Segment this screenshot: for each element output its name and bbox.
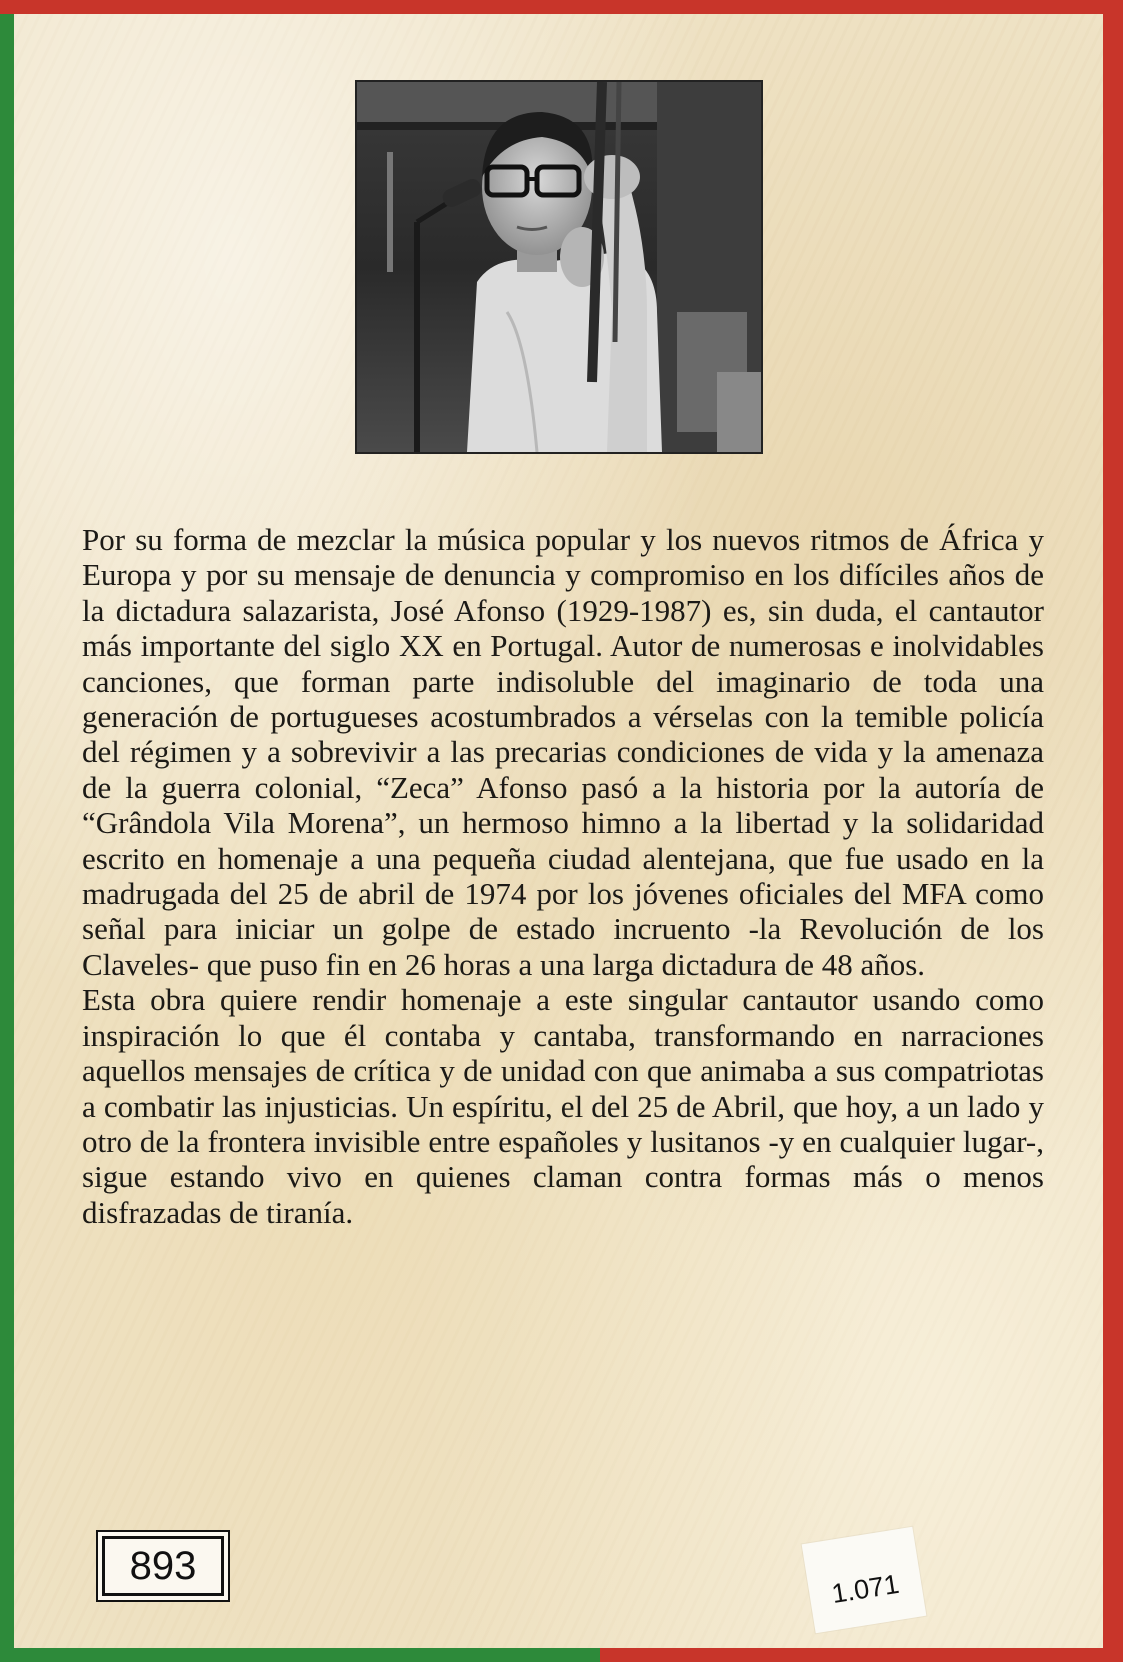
- collection-number-box: [96, 1530, 230, 1602]
- synopsis-text: [82, 522, 1044, 1230]
- synopsis-paragraph-2: Esta obra quiere rendir homenaje a este singular cantautor usando como inspiración lo que él contaba y cantaba, transformando en narraciones aquellos mensajes de crítica y de unidad con que animaba a sus compatriotas a combatir las injusticias. Un espíritu, el del 25 de Abril, que hoy, a un lado y otro de la frontera invisible entre españoles y lusitanos -y en cualquier lugar-, sigue estando vivo en quienes claman contra formas más o menos disfrazadas de tiranía.: [82, 982, 1044, 1230]
- price-sticker-label: 1.071: [829, 1568, 902, 1609]
- collection-number: 893: [102, 1536, 224, 1596]
- author-photo-image: [357, 82, 761, 452]
- red-border-top: [0, 0, 1123, 14]
- green-border-bottom: [0, 1648, 600, 1662]
- red-border-right: [1103, 0, 1123, 1662]
- synopsis-paragraph-1: Por su forma de mezclar la música popular y los nuevos ritmos de África y Europa y por su mensaje de denuncia y compromiso en los difíciles años de la dictadura salazarista, José Afonso (1929-1987) es, sin duda, el cantautor más importante del siglo XX en Portugal. Autor de numerosas e inolvidables canciones, que forman parte indisoluble del imaginario de toda una generación de portugueses acostumbrados a vérselas con la temible policía del régimen y a sobrevivir a las precarias condiciones de vida y la amenaza de la guerra colonial, “Zeca” Afonso pasó a la historia por la autoría de “Grândola Vila Morena”, un hermoso himno a la libertad y la solidaridad escrito en homenaje a una pequeña ciudad alentejana, que fue usado en la madrugada del 25 de abril de 1974 por los jóvenes oficiales del MFA como señal para iniciar un golpe de estado incruento -la Revolución de los Claveles- que puso fin en 26 horas a una larga dictadura de 48 años.: [82, 522, 1044, 982]
- price-sticker: [802, 1527, 927, 1633]
- author-photo: [355, 80, 763, 454]
- red-border-bottom: [600, 1648, 1123, 1662]
